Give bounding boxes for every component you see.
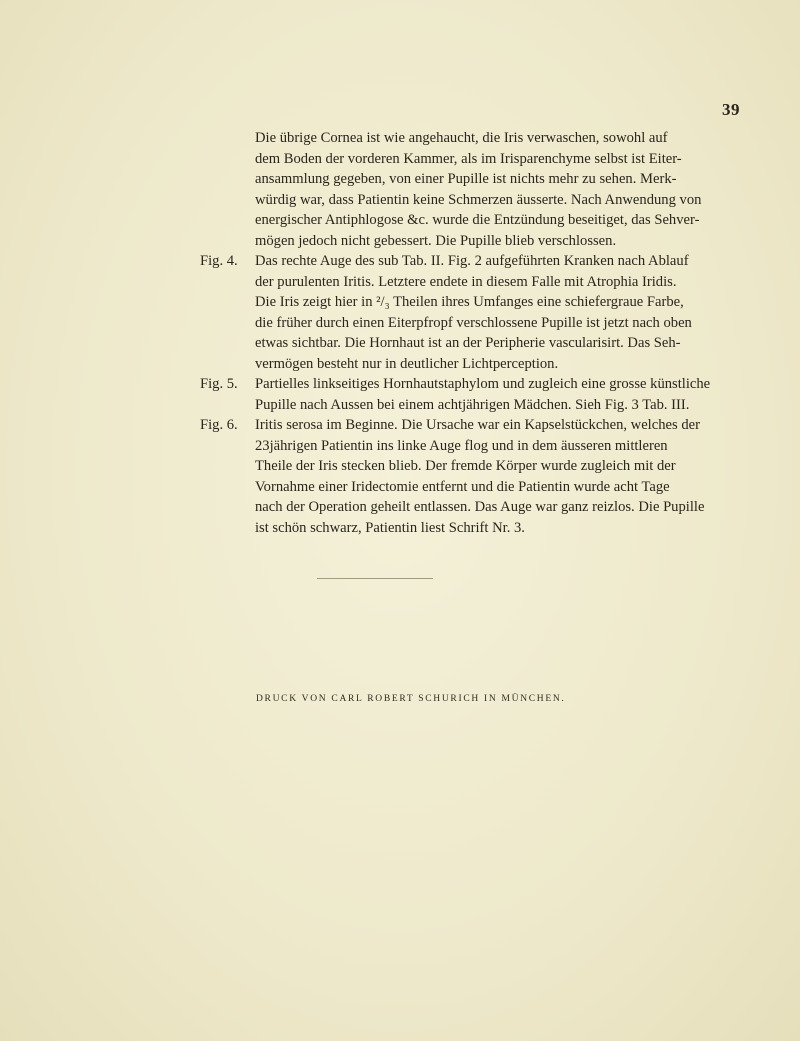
text-line: mögen jedoch nicht gebessert. Die Pupille blieb verschlossen. <box>255 232 617 249</box>
text-line: energischer Antiphlogose &c. wurde die Entzündung beseitiget, das Sehver- <box>255 212 700 228</box>
text-line: die früher durch einen Eiterpfropf verschlossene Pupille ist jetzt nach oben <box>255 314 692 331</box>
text-line: nach der Operation geheilt entlassen. Das Auge war ganz reizlos. Die Pupille <box>255 499 705 515</box>
text-line: Das rechte Auge des sub Tab. II. Fig. 2 aufgeführten Kranken nach Ablauf <box>255 253 689 269</box>
figure-label: Fig. 5. <box>200 376 238 392</box>
text-line: Die übrige Cornea ist wie angehaucht, die Iris verwaschen, sowohl auf <box>255 130 668 146</box>
text-line: würdig war, dass Patientin keine Schmerzen äusserte. Nach Anwendung von <box>255 191 702 208</box>
figure-label: Fig. 6. <box>200 417 238 433</box>
figure-label: Fig. 4. <box>200 253 238 269</box>
paragraph-fig-6 <box>0 415 800 538</box>
text-line: Vornahme einer Iridectomie entfernt und die Patientin wurde acht Tage <box>255 478 670 495</box>
text-line: dem Boden der vorderen Kammer, als im Irisparenchyme selbst ist Eiter- <box>255 150 682 167</box>
text-line: der purulenten Iritis. Letztere endete in diesem Falle mit Atrophia Iridis. <box>255 273 677 290</box>
text-line: vermögen besteht nur in deutlicher Lichtperception. <box>255 355 559 372</box>
text-line: Iritis serosa im Beginne. Die Ursache war ein Kapselstückchen, welches der <box>255 417 700 433</box>
paragraph-intro <box>0 128 800 251</box>
separator-rule <box>317 578 433 579</box>
page-number: 39 <box>722 100 740 119</box>
paragraph-fig-4 <box>0 251 800 374</box>
text-line: etwas sichtbar. Die Hornhaut ist an der Peripherie vascularisirt. Das Seh- <box>255 335 681 351</box>
text-line: Pupille nach Aussen bei einem achtjährigen Mädchen. Sieh Fig. 3 Tab. III. <box>255 396 690 413</box>
text-line: Theile der Iris stecken blieb. Der fremde Körper wurde zugleich mit der <box>255 458 676 474</box>
text-line: Partielles linkseitiges Hornhautstaphylom und zugleich eine grosse künstliche <box>255 376 711 392</box>
text-line: ansammlung gegeben, von einer Pupille ist nichts mehr zu sehen. Merk- <box>255 171 677 187</box>
body-text <box>0 128 800 538</box>
text-line: ist schön schwarz, Patientin liest Schrift Nr. 3. <box>255 519 525 536</box>
text-line: Die Iris zeigt hier in ²/₃ Theilen ihres Umfanges eine schiefergraue Farbe, <box>255 294 684 310</box>
text-line: 23jährigen Patientin ins linke Auge flog und in dem äusseren mittleren <box>255 437 668 454</box>
printer-imprint: DRUCK VON CARL ROBERT SCHURICH IN MÜNCHEN. <box>256 694 566 704</box>
paragraph-fig-5 <box>0 374 800 415</box>
